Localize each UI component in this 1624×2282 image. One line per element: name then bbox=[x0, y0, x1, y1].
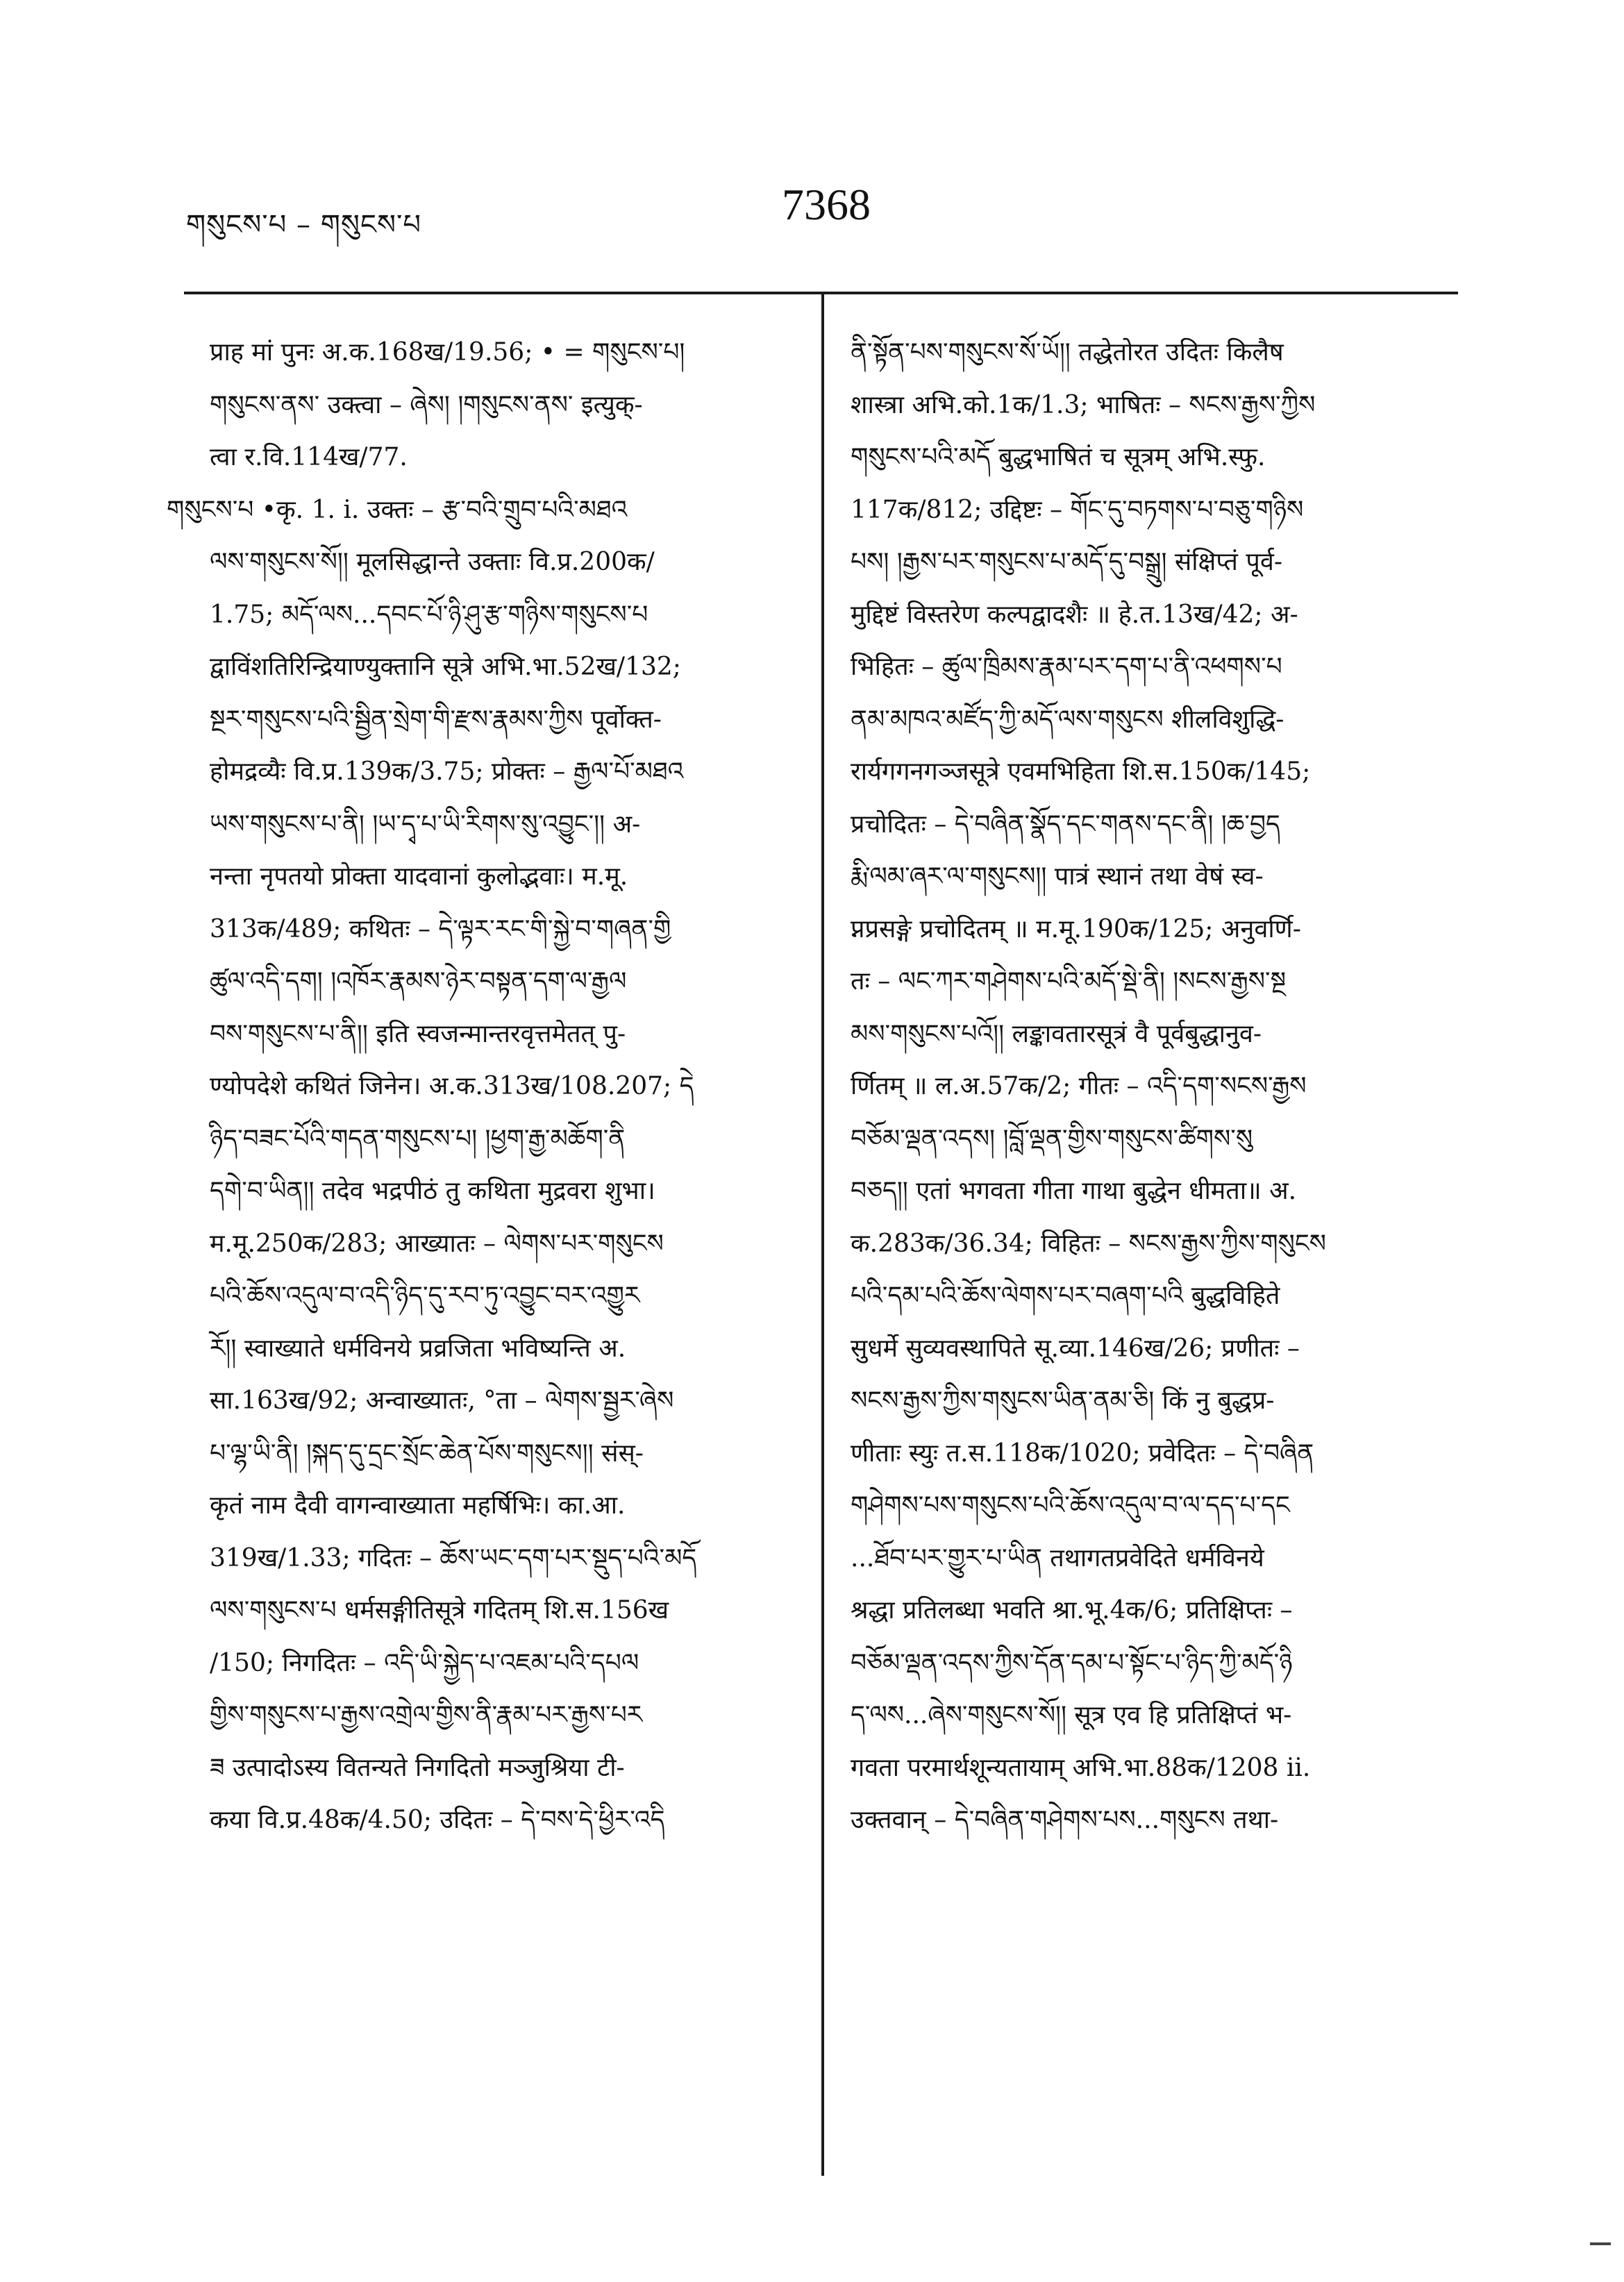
running-head: གསུངས་པ – གསུངས་པ bbox=[186, 209, 421, 241]
text-line: र्णितम् ॥ ल.अ.57क/2; गीतः – འདི་དག་སངས་རྒྱས bbox=[851, 1072, 1307, 1100]
text-line: नन्ता नृपतयो प्रोक्ता यादवानां कुलोद्भवाः। म.मू. bbox=[210, 862, 628, 891]
text-line: भिहितः – ཚུལ་ཁྲིམས་རྣམ་པར་དག་པ་ནི་འཕགས་པ bbox=[851, 653, 1282, 681]
text-line: རྨི་ལམ་ཞར་ལ་གསུངས།། पात्रं स्थानं तथा वेषं स्व- bbox=[851, 862, 1264, 891]
text-line: པའི་ཆོས་འདུལ་བ་འདི་ཉིད་དུ་རབ་ཏུ་འབྱུང་བར་འགྱུར bbox=[210, 1282, 640, 1310]
text-line: गवता परमार्थशून्यतायाम् अभि.भा.88क/1208 ii. bbox=[851, 1753, 1311, 1782]
text-line: གཤེགས་པས་གསུངས་པའི་ཆོས་འདུལ་བ་ལ་དད་པ་དང bbox=[851, 1491, 1290, 1520]
text-line: सा.163ख/92; अन्वाख्यातः, °ता – ལེགས་སྦྱར་ཞེས bbox=[210, 1386, 674, 1415]
text-line: सुधर्मे सुव्यवस्थापिते सू.व्या.146ख/26; प्रणीतः – bbox=[851, 1334, 1300, 1363]
text-line: གསུངས་ནས་ उक्त्वा – ཞེས། །གསུངས་ནས་ इत्युक्- bbox=[210, 390, 643, 419]
left-column bbox=[167, 326, 798, 2229]
text-line: 1.75; མདོ་ལས...དབང་པོ་ཉི་ཤུ་རྩ་གཉིས་གསུངས་པ bbox=[210, 600, 648, 629]
text-line: क.283क/36.34; विहितः – སངས་རྒྱས་ཀྱིས་གསུངས bbox=[851, 1229, 1326, 1258]
text-line: कया वि.प्र.48क/4.50; उदितः – དེ་བས་དེ་ཕྱིར་འདི bbox=[210, 1806, 665, 1834]
text-line: བས་གསུངས་པ་ནི།། इति स्वजन्मान्तरवृत्तमेतत् पु- bbox=[210, 1019, 626, 1048]
text-line: ལས་གསུངས་པ धर्मसङ्गीतिसूत्रे गदितम् शि.स.156ख bbox=[210, 1596, 669, 1625]
text-line: གསུངས་པའི་མདོ बुद्धभाषितं च सूत्रम् अभि.स्फु. bbox=[851, 443, 1266, 471]
text-line: 117क/812; उद्दिष्टः – གོང་དུ་བཏགས་པ་བཅུ་གཉིས bbox=[851, 495, 1304, 524]
text-line: ཉིད་བཟང་པོའི་གདན་གསུངས་པ། །ཕྱག་རྒྱ་མཆོག་ནི bbox=[210, 1124, 626, 1153]
text-line: उक्तवान् – དེ་བཞིན་གཤེགས་པས...གསུངས तथा- bbox=[851, 1806, 1279, 1834]
text-line: शास्त्रा अभि.को.1क/1.3; भाषितः – སངས་རྒྱས་ཀྱིས bbox=[851, 390, 1316, 419]
right-column bbox=[851, 326, 1462, 2229]
column-divider bbox=[821, 294, 824, 2176]
text-line: སྔར་གསུངས་པའི་སྦྱིན་སྲེག་གི་རྫས་རྣམས་ཀྱིས पूर्वोक्त- bbox=[210, 705, 662, 734]
text-line: རོ།། स्वाख्याते धर्मविनये प्रव्रजिता भविष्यन्ति अ. bbox=[210, 1334, 626, 1363]
text-line: द्वाविंशतिरिन्द्रियाण्युक्तानि सूत्रे अभि.भा.52ख/132; bbox=[210, 653, 681, 681]
text-line: श्रद्धा प्रतिलब्धा भवति श्रा.भू.4क/6; प्रतिक्षिप्तः – bbox=[851, 1596, 1293, 1625]
text-line: मुद्दिष्टं विस्तरेण कल्पद्वादशैः ॥ हे.त.13ख/42; अ- bbox=[851, 600, 1298, 629]
text-line: /150; निगदितः – འདི་ཡི་སྐྱེད་པ་འཇམ་པའི་དཔལ bbox=[210, 1648, 639, 1677]
text-line: གྱིས་གསུངས་པ་རྒྱས་འགྲེལ་གྱིས་ནི་རྣམ་པར་རྒྱས་པར bbox=[210, 1701, 643, 1729]
text-line: ण्योपदेशे कथितं जिनेन। अ.क.313ख/108.207; དེ bbox=[210, 1072, 694, 1100]
text-line: པ་ལྷ་ཡི་ནི། །སྐད་དུ་དྲང་སྲོང་ཆེན་པོས་གསུངས།། संस्- bbox=[210, 1438, 644, 1468]
text-line: ཚུལ་འདི་དག། །འཁོར་རྣམས་ཉེར་བསྟན་དག་ལ་རྒྱལ bbox=[210, 967, 627, 996]
text-line: कृतं नाम दैवी वागन्वाख्याता महर्षिभिः। का.आ. bbox=[210, 1491, 626, 1520]
text-line: དགེ་བ་ཡིན།། तदेव भद्रपीठं तु कथिता मुद्रवरा शुभा। bbox=[210, 1177, 655, 1205]
text-line: णीताः स्युः त.स.118क/1020; प्रवेदितः – དེ་བཞིན bbox=[851, 1438, 1314, 1468]
text-line: ཟ उत्पादोऽस्य वितन्यते निगदितो मञ्जुश्रिया टी- bbox=[210, 1753, 625, 1782]
scan-mark bbox=[1590, 2242, 1611, 2245]
text-line: ལས་གསུངས་སོ།། मूलसिद्धान्ते उक्ताः वि.प्र.200क/ bbox=[210, 548, 655, 576]
text-line: प्राह मां पुनः अ.क.168ख/19.56; • = གསུངས་པ། bbox=[210, 338, 685, 367]
page-number: 7368 bbox=[782, 180, 871, 229]
text-line: པའི་དམ་པའི་ཆོས་ལེགས་པར་བཞག་པའི बुद्धविहिते bbox=[851, 1282, 1280, 1310]
text-line: བཅོམ་ལྡན་འདས། །བློ་ལྡན་གྱིས་གསུངས་ཚིགས་སུ bbox=[851, 1124, 1253, 1153]
text-line: གསུངས་པ •कृ. 1. i. उक्तः – རྩ་བའི་གྲུབ་པའི་མཐའ bbox=[167, 495, 628, 524]
text-line: བཅད།། एतां भगवता गीता गाथा बुद्धेन धीमता॥ अ. bbox=[851, 1177, 1297, 1205]
text-line: होमद्रव्यैः वि.प्र.139क/3.75; प्रोक्तः – རྒྱལ་པོ་མཐའ bbox=[210, 757, 684, 786]
text-line: प्रचोदितः – དེ་བཞིན་སྣོད་དང་གནས་དང་ནི། །ཆ་བྱད bbox=[851, 809, 1280, 839]
text-line: ནི་སྟོན་པས་གསུངས་སོ་ཡོ།། तद्धेतोरत उदितः किलैष bbox=[851, 338, 1284, 367]
text-line: ད་ལས...ཞེས་གསུངས་སོ།། सूत्र एव हि प्रतिक्षिप्तं भ- bbox=[851, 1701, 1292, 1729]
text-line: म.मू.250क/283; आख्यातः – ལེགས་པར་གསུངས bbox=[210, 1229, 664, 1258]
text-line: प्नप्रसङ्गे प्रचोदितम् ॥ म.मू.190क/125; अनुवर्णि- bbox=[851, 914, 1301, 943]
text-line: त्वा र.वि.114ख/77. bbox=[210, 443, 408, 471]
text-line: སངས་རྒྱས་ཀྱིས་གསུངས་ཡིན་ནམ་ཅི། किं नु बुद्धप्र- bbox=[851, 1386, 1275, 1415]
text-line: 319ख/1.33; गदितः – ཆོས་ཡང་དག་པར་སྡུད་པའི་མདོ bbox=[210, 1543, 697, 1572]
text-line: ...ཐོབ་པར་གྱུར་པ་ཡིན तथागतप्रवेदिते धर्मविनये bbox=[851, 1543, 1264, 1572]
text-line: रार्यगगनगञ्जसूत्रे एवमभिहिता शि.स.150क/145; bbox=[851, 757, 1311, 786]
text-line: བཅོམ་ལྡན་འདས་ཀྱིས་དོན་དམ་པ་སྟོང་པ་ཉིད་ཀྱི་མདོ་ཉི bbox=[851, 1648, 1293, 1677]
text-line: མས་གསུངས་པའོ།། लङ्कावतारसूत्रं वै पूर्वबुद्धानुव- bbox=[851, 1019, 1262, 1048]
text-line: པས། །རྒྱས་པར་གསུངས་པ་མདོ་དུ་བསྒྲུ། संक्षिप्तं पूर्व- bbox=[851, 548, 1283, 576]
text-line: 313क/489; कथितः – དེ་ལྟར་རང་གི་སྐྱེ་བ་གཞན་གྱི bbox=[210, 914, 671, 943]
text-line: तः – ལང་ཀར་གཤེགས་པའི་མདོ་སྡེ་ནི། །སངས་རྒྱས་སྔ bbox=[851, 967, 1287, 996]
text-line: ཡས་གསུངས་པ་ནི། །ཡ་དྭ་པ་ཡི་རིགས་སུ་འབྱུང་།། अ- bbox=[210, 809, 641, 839]
text-line: ནམ་མཁའ་མཛོད་ཀྱི་མདོ་ལས་གསུངས शीलविशुद्धि- bbox=[851, 705, 1284, 734]
